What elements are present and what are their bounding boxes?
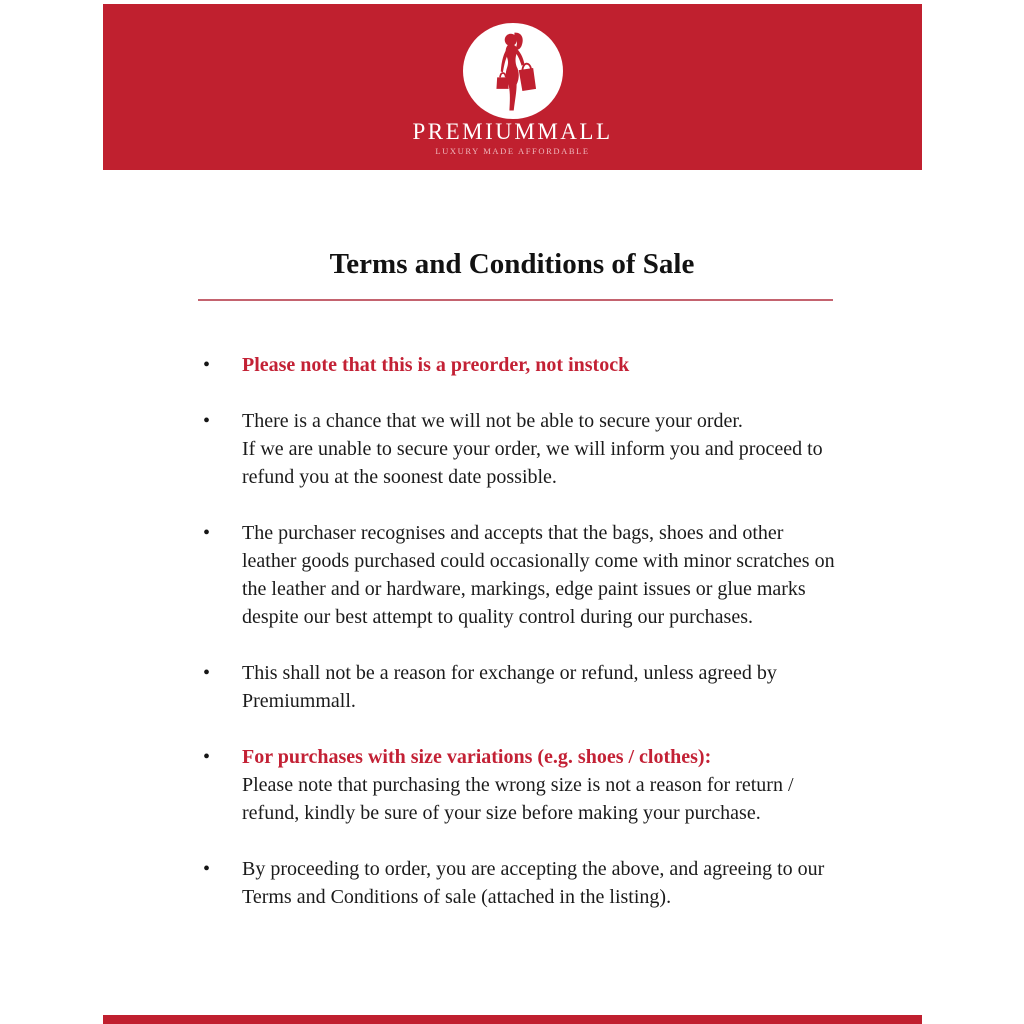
footer-bar — [103, 1015, 922, 1024]
brand-banner — [103, 4, 922, 170]
list-item — [203, 407, 843, 491]
bullet-marker-icon: • — [203, 522, 211, 544]
terms-list — [203, 351, 843, 939]
brand-logo — [463, 23, 563, 119]
bullet-marker-icon: • — [203, 410, 211, 432]
bullet-content — [242, 519, 842, 631]
list-item — [203, 855, 843, 911]
bullet-heading: Please note that this is a preorder, not instock — [242, 354, 630, 376]
bullet-text: There is a chance that we will not be able to secure your order. — [242, 410, 743, 432]
list-item — [203, 519, 843, 631]
bullet-text: By proceeding to order, you are accepting the above, and agreeing to our Terms and Conditions of sale (attached in the listing). — [242, 858, 825, 908]
bullet-heading: For purchases with size variations (e.g. shoes / clothes): — [242, 746, 712, 768]
brand-tagline: LUXURY MADE AFFORDABLE — [435, 146, 590, 156]
bullet-text: Please note that purchasing the wrong size is not a reason for return / refund, kindly be sure of your size before making your purchase. — [242, 774, 794, 824]
bullet-content — [242, 743, 842, 827]
bullet-content — [242, 659, 842, 715]
brand-name: PREMIUMMALL — [412, 119, 613, 144]
bullet-marker-icon: • — [203, 662, 211, 684]
bullet-marker-icon: • — [203, 746, 211, 768]
list-item — [203, 743, 843, 827]
bullet-text: If we are unable to secure your order, we will inform you and proceed to refund you at the soonest date possible. — [242, 438, 823, 488]
page-title: Terms and Conditions of Sale — [329, 248, 695, 280]
bullet-marker-icon: • — [203, 858, 211, 880]
bullet-text: This shall not be a reason for exchange or refund, unless agreed by Premiummall. — [242, 662, 777, 712]
bullet-text: The purchaser recognises and accepts that the bags, shoes and other leather goods purchased could occasionally come with minor scratches on the leather and or hardware, markings, edge paint issues or glue marks despite our best attempt to quality control during our purchases. — [242, 522, 835, 628]
bullet-content — [242, 407, 842, 491]
list-item — [203, 659, 843, 715]
list-item — [203, 351, 843, 379]
woman-shopper-icon — [477, 27, 549, 119]
bullet-marker-icon: • — [203, 354, 211, 376]
bullet-content — [242, 855, 842, 911]
title-divider — [198, 299, 833, 301]
bullet-content — [242, 351, 842, 379]
